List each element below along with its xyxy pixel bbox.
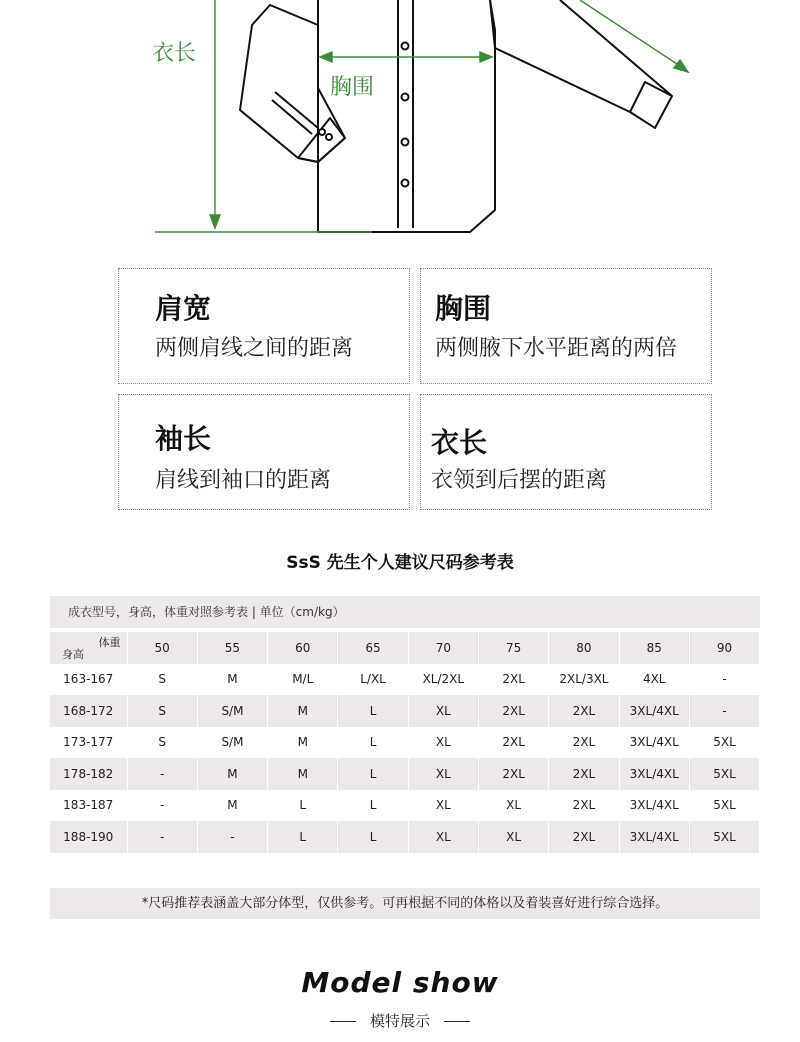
card-desc: 两侧腋下水平距离的两倍 [435,336,678,361]
size-cell: M [268,758,338,790]
card-title: 衣长 [431,426,488,459]
size-cell: 2XL [549,758,619,790]
size-footnote: *尺码推荐表涵盖大部分体型，仅供参考。可再根据不同的体格以及着装喜好进行综合选择。 [50,888,760,919]
size-cell: L [338,758,408,790]
table-row [50,664,760,696]
button-dot [402,43,409,50]
size-cell: 2XL [549,727,619,759]
chest-label: 胸围 [330,75,375,100]
card-title: 胸围 [435,292,492,325]
divider-dash [330,1021,356,1022]
size-cell: 3XL/4XL [619,758,689,790]
size-cell: XL [478,821,548,853]
size-cell: L [338,790,408,822]
size-cell: M/L [268,664,338,696]
size-cell: 4XL [619,664,689,696]
size-cell: 3XL/4XL [619,695,689,727]
size-cell: L [268,821,338,853]
size-cell: S [127,664,197,696]
weight-header: 70 [408,632,478,664]
weight-header: 65 [338,632,408,664]
size-cell: - [127,790,197,822]
weight-axis-label: 体重 [98,636,121,649]
table-row [50,727,760,759]
height-cell: 168-172 [50,695,127,727]
size-cell: L [268,790,338,822]
size-cell: - [127,758,197,790]
sleeve-measure-line [580,0,686,70]
size-cell: 2XL [549,790,619,822]
size-cell: - [127,821,197,853]
weight-header: 85 [619,632,689,664]
weight-header: 90 [689,632,759,664]
height-axis-label: 身高 [62,647,84,661]
corner-cell [50,632,127,664]
size-cell: XL [408,758,478,790]
size-cell: 3XL/4XL [619,821,689,853]
size-cell: M [268,727,338,759]
size-cell: 2XL [478,664,548,696]
size-cell: XL [408,790,478,822]
button-dot [402,94,409,101]
size-cell: M [197,664,267,696]
card-title: 肩宽 [155,292,212,325]
size-cell: XL [408,727,478,759]
size-cell: 2XL [549,695,619,727]
size-table-title: SsS 先生个人建议尺码参考表 [286,553,514,573]
size-cell: 2XL [478,695,548,727]
size-cell: S [127,727,197,759]
button-dot [402,180,409,187]
divider-dash [444,1021,470,1022]
size-cell: L [338,695,408,727]
size-cell: 5XL [689,727,759,759]
size-cell: 5XL [689,758,759,790]
size-table-header-row [50,632,760,664]
cuff-button [319,129,325,135]
size-cell: L [338,727,408,759]
weight-header: 50 [127,632,197,664]
card-desc: 两侧肩线之间的距离 [155,336,354,361]
size-cell: L [338,821,408,853]
size-cell: - [197,821,267,853]
height-cell: 183-187 [50,790,127,822]
weight-header: 60 [268,632,338,664]
size-cell: 2XL [478,727,548,759]
size-cell: M [197,758,267,790]
size-cell: XL [408,821,478,853]
card-shoulder-width [118,268,410,384]
weight-header: 75 [478,632,548,664]
size-cell: 3XL/4XL [619,790,689,822]
size-cell: S/M [197,695,267,727]
size-cell: M [197,790,267,822]
size-cell: 5XL [689,790,759,822]
card-desc: 衣领到后摆的距离 [431,468,608,493]
button-dot [402,139,409,146]
height-cell: 178-182 [50,758,127,790]
size-cell: 5XL [689,821,759,853]
size-table [50,632,760,853]
size-cell: - [689,695,759,727]
size-cell: 2XL [478,758,548,790]
card-chest [420,268,712,384]
table-row [50,695,760,727]
shirt-measurement-diagram [0,0,800,245]
size-cell: 3XL/4XL [619,727,689,759]
size-table-note: 成衣型号，身高，体重对照参考表 | 单位（cm/kg） [50,596,760,628]
size-cell: S [127,695,197,727]
size-cell: XL [408,695,478,727]
height-cell: 163-167 [50,664,127,696]
height-cell: 188-190 [50,821,127,853]
model-show-subtitle-row [0,1010,800,1031]
model-show-title: Model show [301,966,499,999]
card-body-length [420,394,712,510]
weight-header: 55 [197,632,267,664]
cuff-button [326,134,332,140]
size-cell: XL [478,790,548,822]
size-cell: 2XL [549,821,619,853]
table-row [50,790,760,822]
size-cell: 2XL/3XL [549,664,619,696]
size-cell: M [268,695,338,727]
weight-header: 80 [549,632,619,664]
size-cell: XL/2XL [408,664,478,696]
size-cell: L/XL [338,664,408,696]
size-cell: S/M [197,727,267,759]
table-row [50,821,760,853]
card-title: 袖长 [155,422,212,455]
length-label: 衣长 [152,41,197,66]
size-cell: - [689,664,759,696]
model-show-subtitle: 模特展示 [369,1012,430,1030]
card-sleeve-length [118,394,410,510]
table-row [50,758,760,790]
card-desc: 肩线到袖口的距离 [155,468,332,493]
height-cell: 173-177 [50,727,127,759]
